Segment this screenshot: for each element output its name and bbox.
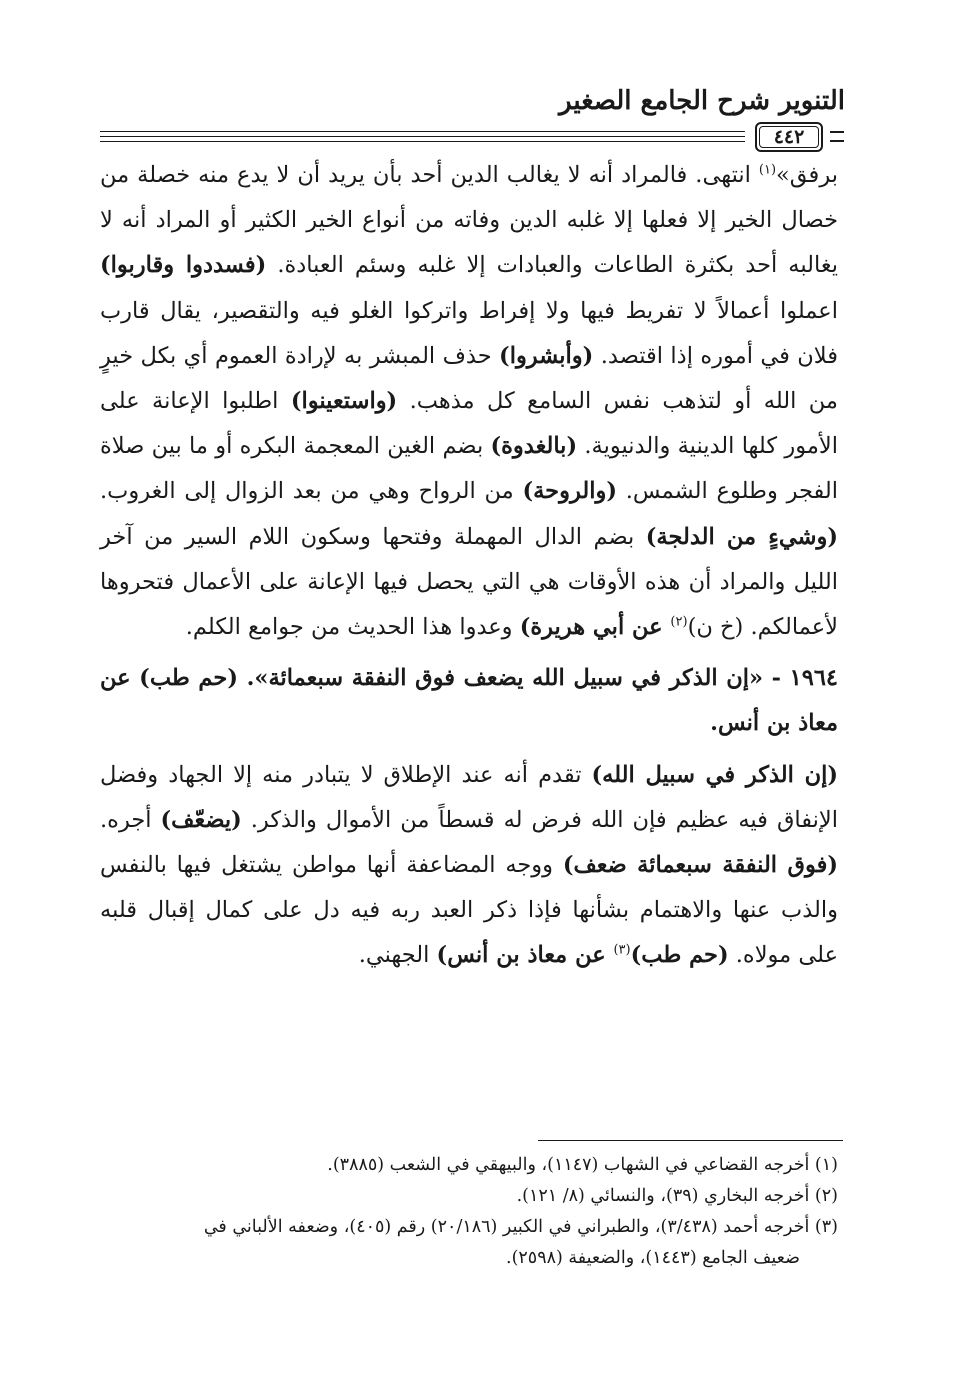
paragraph-commentary-1: برفق»$^{(١)}$ انتهى. فالمراد أنه لا يغالب الدين أحد بأن يريد أن لا يدع منه خصلة من خصال الخير إلا فعلها إلا غلبه الدين وفاته من أنواع الخير الكثير أو المراد أنه لا يغالبه أحد بكثرة الطاعات والعبادات إلا غلبه وسئم العبادة. (فسددوا وقاربوا) اعملوا أعمالاً لا تفريط فيها ولا إفراط واتركوا الغلو فيه والتقصير، يقال قارب فلان في أموره إذا اقتصد. (وأبشروا) حذف المبشر به لإرادة العموم أي بكل خيرٍ من الله أو لتذهب نفس السامع كل مذهب. (واستعينوا) اطلبوا الإعانة على الأمور كلها الدينية والدنيوية. (بالغدوة) بضم الغين المعجمة البكره أو ما بين صلاة الفجر وطلوع الشمس. (والروحة) من الرواح وهي من بعد الزوال إلى الغروب. (وشيءٍ من الدلجة) بضم الدال المهملة وفتحها وسكون اللام السير من آخر الليل والمراد أن هذه الأوقات هي التي يحصل فيها الإعانة على الأعمال فتحروها لأعمالكم. (خ ن)$^{(٢)}$ عن أبي هريرة) وعدوا هذا الحديث من جوامع الكلم. — [100, 162, 838, 641]
bold-term: (حم طب) — [630, 942, 729, 969]
footnote-separator — [538, 1140, 843, 1141]
bold-term: (وشيءٍ من الدلجة) — [645, 523, 838, 550]
hadith-entry: ١٩٦٤ - «إن الذكر في سبيل الله يضعف فوق النفقة سبعمائة». (حم طب) عن معاذ بن أنس. — [100, 665, 838, 737]
footnote-3: (٣) أخرجه أحمد (٣/٤٣٨)، والطبراني في الكبير (٢٠/١٨٦) رقم (٤٠٥)، وضعفه الألباني في — [203, 1217, 838, 1237]
bold-term: (واستعينوا) — [290, 388, 398, 415]
header-rule-line — [100, 136, 745, 137]
bold-term: عن أبي هريرة) — [519, 614, 671, 641]
footnote-ref-3: (٣) — [613, 942, 631, 958]
bold-term: (وأبشروا) — [499, 342, 594, 369]
header-edge-mark — [830, 131, 844, 142]
main-text — [100, 153, 838, 979]
footnote-ref-1: (١) — [758, 162, 777, 178]
bold-term: (فسددوا وقاربوا) — [100, 252, 267, 279]
page-number-box — [755, 122, 823, 152]
bold-term: عن معاذ بن أنس) — [436, 942, 614, 969]
paragraph-commentary-2: (إن الذكر في سبيل الله) تقدم أنه عند الإطلاق لا يتبادر منه إلا الجهاد وفضل الإنفاق فيه عظيم فإن الله فرض له قسطاً من الأموال والذكر. (يضعّف) أجره. (فوق النفقة سبعمائة ضعف) ووجه المضاعفة أنها مواطن يشتغل فيها بالنفس والذب عنها والاهتمام بشأنها فإذا ذكر العبد ربه فيه دل على كمال إقبال قلبه على مولاه. (حم طب)$^{(٣)}$ عن معاذ بن أنس) الجهني. — [100, 761, 838, 969]
bold-term: (يضعّف) — [160, 806, 242, 833]
header-rule-line — [100, 141, 745, 142]
bold-term: (بالغدوة) — [490, 433, 578, 460]
header-rule-line — [100, 131, 745, 132]
running-header-title: التنوير شرح الجامع الصغير — [559, 86, 845, 116]
bold-term: (فوق النفقة سبعمائة ضعف) — [562, 852, 838, 879]
footnotes — [100, 1150, 838, 1274]
bold-term: (إن الذكر في سبيل الله) — [591, 761, 838, 788]
bold-term: (والروحة) — [522, 478, 617, 505]
footnote-2: (٢) أخرجه البخاري (٣٩)، والنسائي (٨/ ١٢١). — [516, 1186, 838, 1206]
page-number: ٤٤٢ — [773, 126, 805, 148]
footnote-1: (١) أخرجه القضاعي في الشهاب (١١٤٧)، والبيهقي في الشعب (٣٨٨٥). — [327, 1155, 838, 1175]
footnote-3-continued: ضعيف الجامع (١٤٤٣)، والضعيفة (٢٥٩٨). — [506, 1248, 800, 1268]
footnote-ref-2: (٢) — [670, 614, 688, 630]
header-rule — [100, 122, 845, 152]
